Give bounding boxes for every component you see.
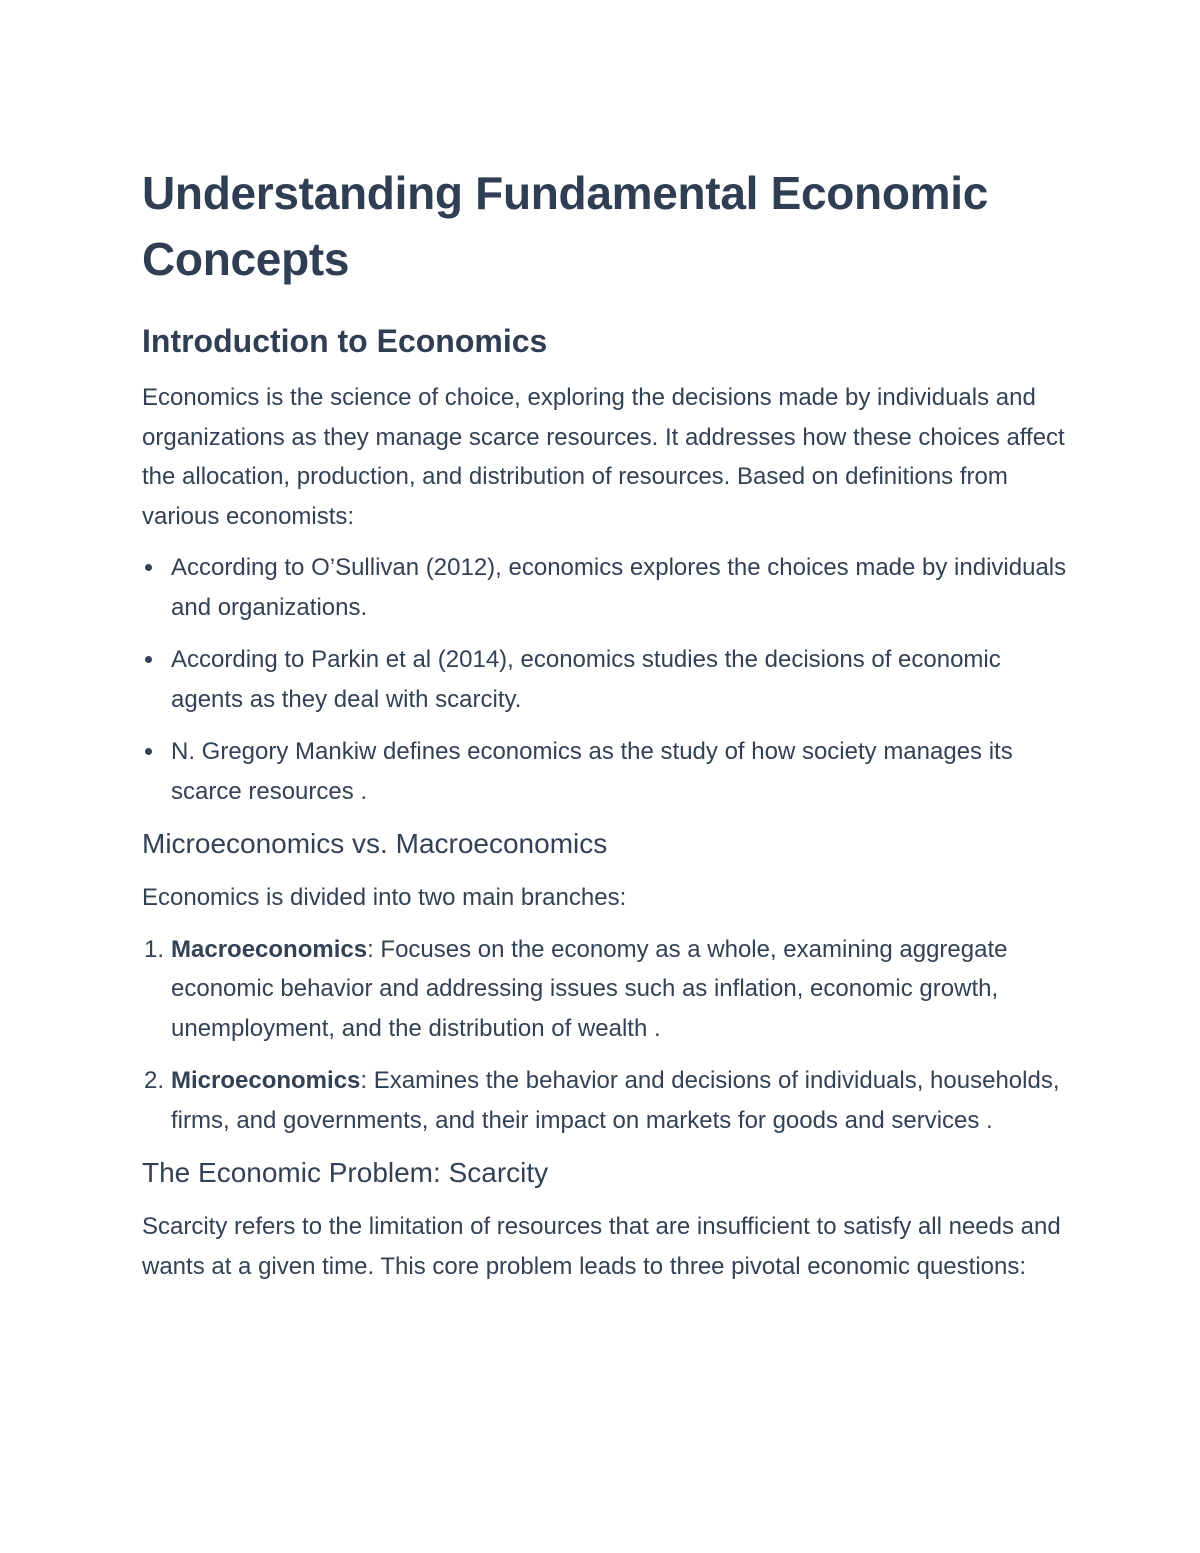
- scarcity-paragraph: Scarcity refers to the limitation of resources that are insufficient to satisfy all needs and wants at a given time. This core problem leads to three pivotal economic questions:: [142, 1213, 1061, 1280]
- branches-paragraph: Economics is divided into two main branches:: [142, 884, 627, 911]
- branches-list: [142, 930, 1072, 1141]
- definitions-list: [142, 548, 1072, 811]
- section-heading-scarcity: The Economic Problem: Scarcity: [142, 1157, 549, 1188]
- list-item-text: : Examines the behavior and decisions of individuals, households, firms, and governments, and their impact on markets for goods and services .: [171, 1067, 1060, 1134]
- intro-paragraph: Economics is the science of choice, exploring the decisions made by individuals and organizations as they manage scarce resources. It addresses how these choices affect the allocation, production, and distribution of resources. Based on definitions from various economists:: [142, 384, 1065, 530]
- section-heading-branches: Microeconomics vs. Macroeconomics: [142, 828, 608, 859]
- list-item-text: N. Gregory Mankiw defines economics as the study of how society manages its scarce resources .: [171, 738, 1013, 805]
- list-item: [142, 1061, 1072, 1140]
- list-number: 1.: [144, 935, 165, 963]
- document-page: [142, 160, 1072, 1286]
- list-number: 2.: [144, 1067, 165, 1094]
- section-heading-intro: Introduction to Economics: [142, 323, 548, 359]
- list-item-text: According to O’Sullivan (2012), economics explores the choices made by individuals and organizations.: [171, 554, 1067, 621]
- list-item-text: : Focuses on the economy as a whole, examining aggregate economic behavior and addressing issues such as inflation, economic growth, unemployment, and the distribution of wealth .: [171, 935, 1008, 1042]
- list-item: [142, 640, 1072, 719]
- list-item: [142, 732, 1072, 811]
- list-item: [142, 930, 1072, 1049]
- term-microeconomics: Microeconomics: [171, 1067, 361, 1094]
- list-item-text: According to Parkin et al (2014), economics studies the decisions of economic agents as they deal with scarcity.: [171, 646, 1001, 713]
- term-macroeconomics: Macroeconomics: [171, 935, 368, 963]
- list-item: [142, 548, 1072, 627]
- document-title: Understanding Fundamental Economic Concepts: [142, 167, 988, 285]
